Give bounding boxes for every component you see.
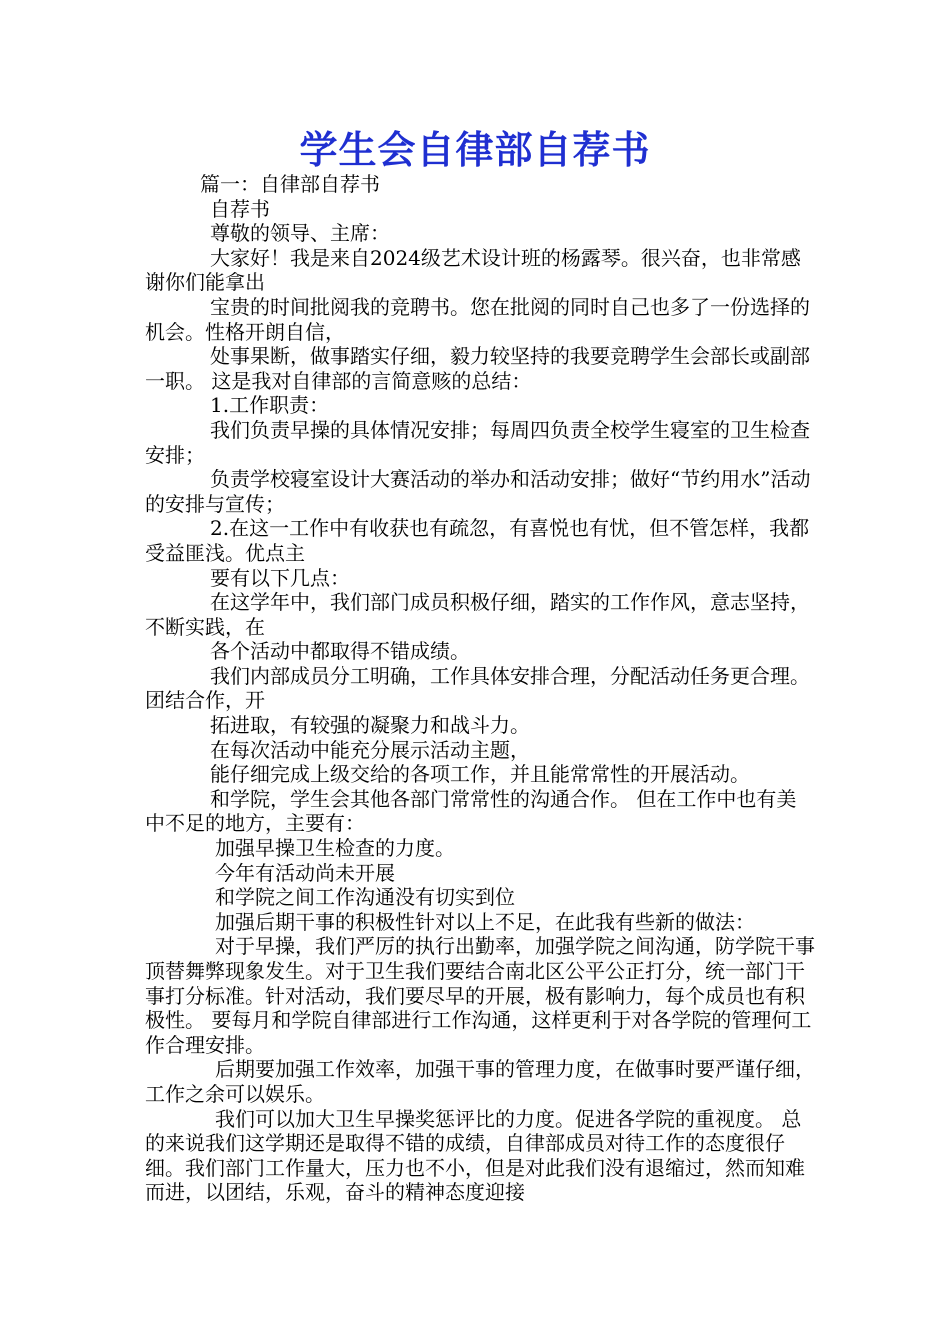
document-title: 学生会自律部自荐书 <box>299 128 651 172</box>
paragraph: 加强后期干事的积极性针对以上不足，在此我有些新的做法： <box>215 909 755 934</box>
paragraph: 拓进取，有较强的凝聚力和战斗力。 <box>210 713 530 738</box>
paragraph: 各个活动中都取得不错成绩。 <box>210 639 470 664</box>
paragraph: 能仔细完成上级交给的各项工作，并且能常常性的开展活动。 <box>210 762 750 787</box>
paragraph: 和学院，学生会其他各部门常常性的沟通合作。 但在工作中也有美中不足的地方，主要有： <box>145 786 797 836</box>
section-heading: 篇一：自律部自荐书 <box>200 172 380 196</box>
paragraph: 自荐书 <box>210 196 270 221</box>
paragraph: 要有以下几点： <box>210 565 350 590</box>
paragraph: 处事果断，做事踏实仔细，毅力较坚持的我要竞聘学生会部长或副部一职。 这是我对自律部的言简意赅的总结： <box>145 344 810 393</box>
paragraph: 加强早操卫生检查的力度。 <box>215 836 455 861</box>
paragraph: 我们可以加大卫生早操奖惩评比的力度。促进各学院的重视度。 总的来说我们这学期还是取得不错的成绩，自律部成员对待工作的态度很仔细。我们部门工作量大，压力也不小，但是对此我们没有退缩过，然而知难而进，以团结，乐观，奋斗的精神态度迎接 <box>145 1106 805 1205</box>
paragraph: 宝贵的时间批阅我的竞聘书。您在批阅的同时自己也多了一份选择的机会。性格开朗自信， <box>145 294 810 344</box>
paragraph: 后期要加强工作效率，加强干事的管理力度，在做事时要严谨仔细， 工作之余可以娱乐。 <box>145 1057 815 1106</box>
paragraph: 我们负责早操的具体情况安排；每周四负责全校学生寝室的卫生检查安排； <box>145 417 810 467</box>
paragraph: 在这学年中，我们部门成员积极仔细，踏实的工作作风，意志坚持，不断实践，在 <box>145 590 810 639</box>
document-body <box>145 172 815 1205</box>
paragraph: 我们内部成员分工明确，工作具体安排合理，分配活动任务更合理。团结合作，开 <box>145 663 810 713</box>
paragraph: 和学院之间工作沟通没有切实到位 <box>215 885 515 910</box>
paragraph: 今年有活动尚未开展 <box>215 860 395 885</box>
paragraph: 大家好！我是来自2024级艺术设计班的杨露琴。很兴奋，也非常感谢你们能拿出 <box>145 245 801 295</box>
paragraph: 对于早操，我们严厉的执行出勤率，加强学院之间沟通，防学院干事顶替舞弊现象发生。对于卫生我们要结合南北区公平公正打分，统一部门干事打分标准。针对活动，我们要尽早的开展，极有影响力，每个成员也有积极性。 要每月和学院自律部进行工作沟通，这样更利于对各学院的管理何工作合理安排。 <box>145 934 815 1057</box>
list-heading: 1.工作职责： <box>210 393 330 418</box>
salutation: 尊敬的领导、主席： <box>210 221 390 246</box>
paragraph: 在每次活动中能充分展示活动主题， <box>210 737 530 762</box>
paragraph: 2.在这一工作中有收获也有疏忽，有喜悦也有忧，但不管怎样，我都受益匪浅。优点主 <box>145 516 810 565</box>
paragraph: 负责学校寝室设计大赛活动的举办和活动安排；做好“节约用水”活动的安排与宣传； <box>145 467 811 516</box>
